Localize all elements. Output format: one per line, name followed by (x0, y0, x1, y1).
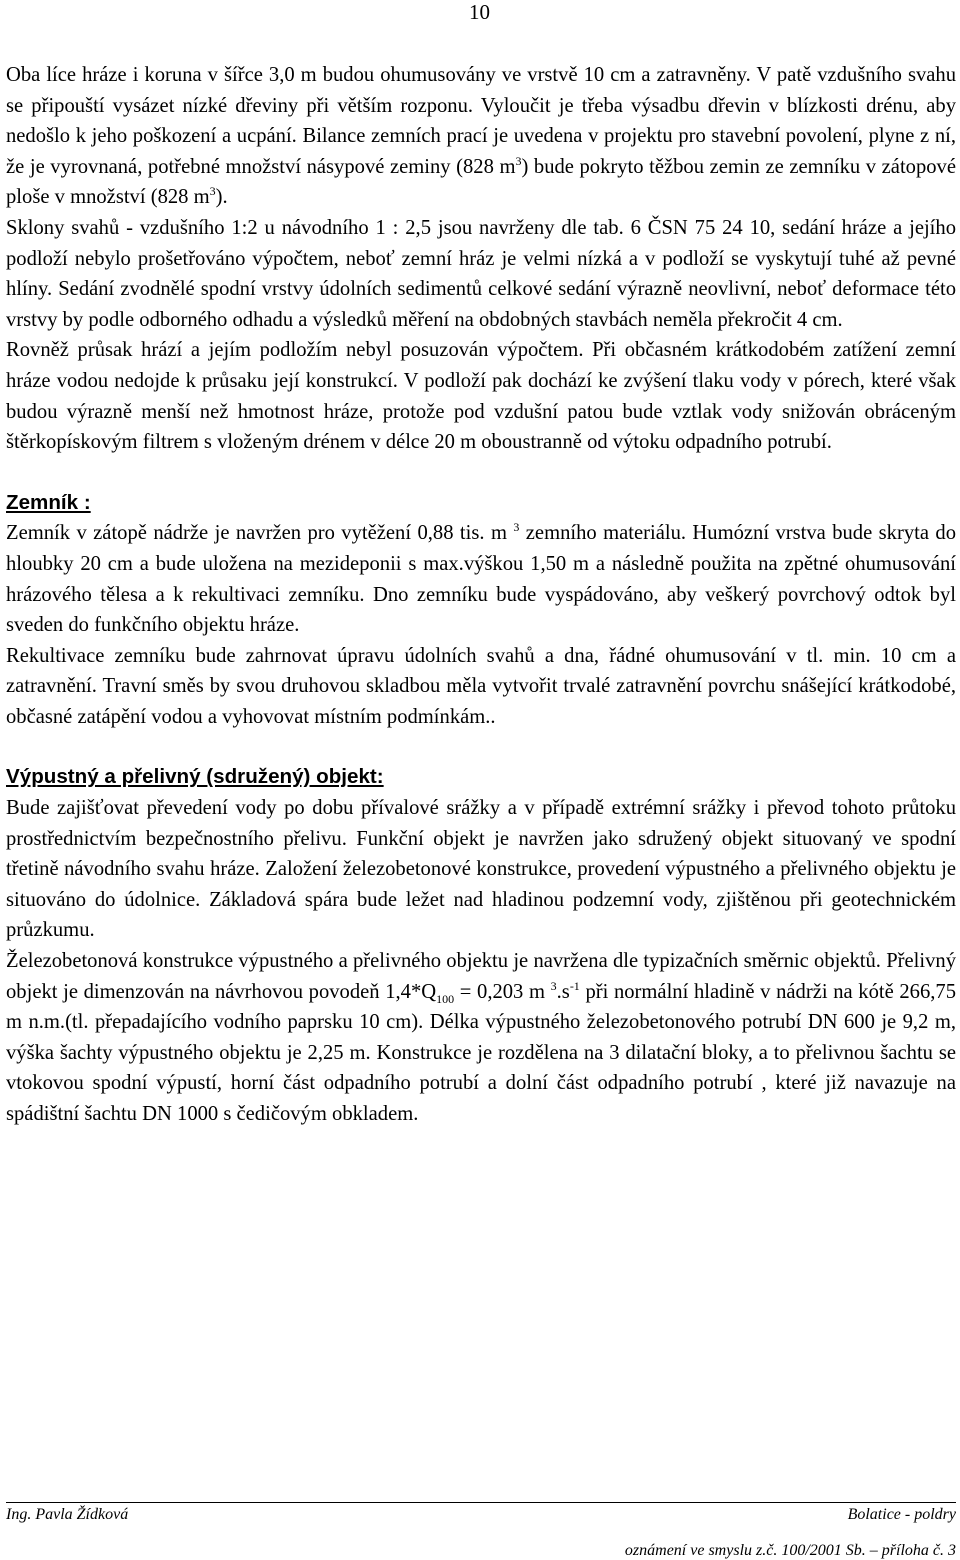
page-number: 10 (469, 0, 490, 24)
section-heading-vypustny-objekt: Výpustný a přelivný (sdružený) objekt: (6, 765, 384, 789)
footer-note: oznámení ve smyslu z.č. 100/2001 Sb. – příloha č. 3 (624, 1542, 956, 1559)
section-heading-zemnik: Zemník : (6, 490, 91, 514)
footer-author: Ing. Pavla Žídková (6, 1506, 129, 1523)
paragraph: Sklony svahů - vzdušního 1:2 u návodního 1 : 2,5 jsou navrženy dle tab. 6 ČSN 75 24 10, sedání hráze a jejího podloží nebylo prošetřováno výpočtem, neboť zemní hráz je velmi nízká a v podloží se vyskytují tuhé až pevné hlíny. Sedání zvodnělé spodní vrstvy údolních sedimentů celkové sedání výrazně neovlivní, neboť deformace této vrstvy by podle odborného odhadu a výsledků měření na obdobných stavbách neměla překročit 4 cm. (6, 216, 956, 331)
footer-project: Bolatice - poldry (847, 1506, 956, 1523)
paragraph: Zemník v zátopě nádrže je navržen pro vytěžení 0,88 tis. m $^3$ zemního materiálu. Humózní vrstva bude skryta do hloubky 20 cm a bude uložena na mezideponii s max.výškou 1,50 m a následně použita na zpětné ohumusování hrázového tělesa a k rekultivaci zemníku. Dno zemníku bude vyspádováno, aby veškerý povrchový odtok byl sveden do funkčního objektu hráze. (6, 520, 956, 637)
paragraph: Železobetonová konstrukce výpustného a přelivného objektu je navržena dle typizačních směrnic objektů. Přelivný objekt je dimenzován na návrhovou povodeň $1,4*Q_{100} = 0,203$ m $^3.s^{-1}$ při normální hladině v nádrži na kótě 266,75 m n.m.(tl. přepadajícího vodního paprsku 10 cm). Délka výpustného železobetonového potrubí DN 600 je 9,2 m, výška šachty výpustného objektu je 2,25 m. Konstrukce je rozdělena na 3 dilatační bloky, a to přelivnou šachtu se vtokovou spodní výpustí, horní část odpadního potrubí a dolní část odpadního potrubí , které již navazuje na spádištní šachtu DN 1000 s čedičovým obkladem. (6, 950, 956, 1125)
paragraph: Rekultivace zemníku bude zahrnovat úpravu údolních svahů a dna, řádné ohumusování v tl. min. 10 cm a zatravnění. Travní směs by svou druhovou skladbou měla vytvořit trvalé zatravnění povrchu snášející krátkodobé, občasné zatápění vodou a vyhovovat místním podmínkám.. (6, 644, 956, 728)
page-footer (6, 1502, 956, 1560)
paragraph: Oba líce hráze i koruna v šířce 3,0 m budou ohumusovány ve vrstvě 10 cm a zatravněny. V patě vzdušního svahu se připouští vysázet nízké dřeviny při větším rozponu. Vyloučit je třeba výsadbu dřevin v blízkosti drénu, aby nedošlo k jeho poškození a ucpání. Bilance zemních prací je uvedena v projektu pro stavební povolení, plyne z ní, že je vyrovnaná, potřebné množství násypové zeminy (828 $m^3$) bude pokryto těžbou zemin ze zemníku v zátopové ploše v množství (828 $m^3$). (6, 64, 956, 209)
paragraph: Rovněž průsak hrází a jejím podložím nebyl posuzován výpočtem. Při občasném krátkodobém zatížení zemní hráze vodou nedojde k průsaku její konstrukcí. V podloží pak dochází ke zvýšení tlaku vody v pórech, které však budou výrazně menší než hmotnost hráze, protože pod vzdušní patou bude vztlak vody snižován obráceným štěrkopískovým filtrem s vloženým drénem v délce 20 m oboustranně od výtoku odpadního potrubí. (6, 339, 956, 454)
document-body (6, 60, 956, 1130)
paragraph: Bude zajišťovat převedení vody po dobu přívalové srážky a v případě extrémní srážky i převod tohoto průtoku prostřednictvím bezpečnostního přelivu. Funkční objekt je navržen jako sdružený objekt situovaný ve spodní třetině návodního svahu hráze. Založení železobetonové konstrukce, provedení výpustného a přelivného objektu je situováno do údolnice. Základová spára bude ležet nad hladinou podzemní vody, zjištěnou při geotechnickém průzkumu. (6, 797, 956, 942)
